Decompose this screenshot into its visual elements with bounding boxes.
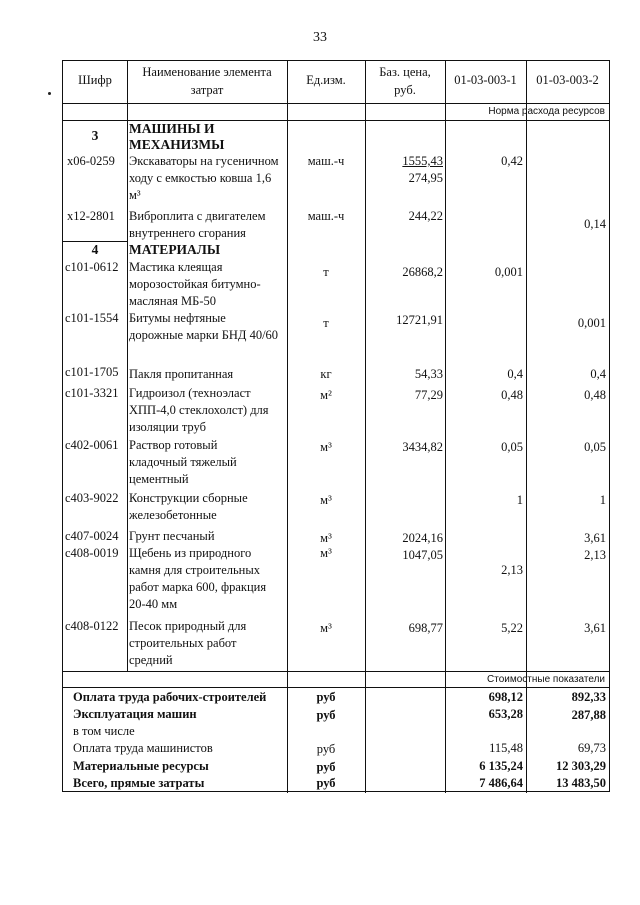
row-divider [63,687,609,688]
summary-value-col2: 12 303,29 [556,759,606,773]
cost-label: Стоимостные показатели [487,674,605,685]
row-value-col2: 0,4 [590,367,606,381]
header-price: Баз. цена, руб. [379,65,431,97]
row-unit: т [323,265,329,279]
row-code: с101-0612 [65,260,119,274]
summary-label: Эксплуатация машин [73,707,197,721]
row-unit: м³ [320,440,332,454]
summary-label: Материальные ресурсы [73,759,209,773]
row-unit: м² [320,388,332,402]
col-divider [445,61,446,793]
summary-unit: руб [316,690,336,704]
summary-value-col2: 69,73 [577,741,606,755]
row-value-col1: 2,13 [501,563,523,577]
col-divider [127,61,128,671]
row-price: 698,77 [408,621,443,635]
summary-value-col1: 653,28 [488,707,523,721]
row-value-col1: 0,42 [501,154,523,168]
row-code: с402-0061 [65,438,119,452]
row-code: с407-0024 [65,529,119,543]
summary-label: Всего, прямые затраты [73,776,205,790]
row-price: 54,33 [414,367,443,381]
row-unit: м³ [320,493,332,507]
row-price: 26868,2 [402,265,443,279]
summary-unit: руб [316,708,336,722]
row-value-col1: 0,001 [494,265,523,279]
summary-label: Оплата труда машинистов [73,741,213,755]
row-code: с408-0019 [65,546,119,560]
col-divider [287,61,288,793]
scan-speck [48,92,51,95]
row-unit: м³ [320,546,332,560]
row-name: Песок природный для строительных работ средний [129,619,247,667]
summary-value-col2: 892,33 [571,690,606,704]
header-col2: 01-03-003-2 [536,73,599,87]
row-name: Мастика клеящая морозостойкая битумно- масляная МБ-50 [129,260,261,308]
row-price: 1047,05 [402,548,443,562]
row-name: Битумы нефтяные дорожные марки БНД 40/60 [129,311,279,342]
row-value-col1: 0,4 [507,367,523,381]
row-code: х12-2801 [67,209,115,223]
section-title: МАТЕРИАЛЫ [129,242,221,257]
summary-label: в том числе [73,724,135,738]
row-code: х06-0259 [67,154,115,168]
header-col1: 01-03-003-1 [454,73,517,87]
header-name: Наименование элемента затрат [142,65,272,97]
row-price: 3434,82 [402,440,443,454]
row-name: Гидроизол (техноэласт ХПП-4,0 стеклохолст) для изоляции труб [129,386,269,434]
row-value-col1: 0,48 [501,388,523,402]
resource-table [62,60,610,792]
row-value-col2: 0,14 [584,217,606,231]
summary-value-col2: 287,88 [571,708,606,722]
row-value-col2: 0,001 [577,316,606,330]
row-value-col2: 2,13 [584,548,606,562]
row-name: Виброплита с двигателем внутреннего сгорания [129,209,266,240]
summary-value-col1: 115,48 [489,741,523,755]
section-number: 3 [91,128,99,143]
row-code: с101-1705 [65,365,119,379]
row-value-col2: 3,61 [584,621,606,635]
row-value-col2: 3,61 [584,531,606,545]
row-unit: маш.-ч [307,209,345,223]
row-code: с408-0122 [65,619,119,633]
row-value-col1: 5,22 [501,621,523,635]
summary-label: Оплата труда рабочих-строителей [73,690,267,704]
section-title: МАШИНЫ И МЕХАНИЗМЫ [129,121,225,152]
row-name: Грунт песчаный [129,529,215,543]
summary-value-col1: 7 486,64 [479,776,523,790]
row-value-col1: 1 [516,493,523,507]
summary-value-col1: 6 135,24 [479,759,523,773]
row-code: с101-3321 [65,386,119,400]
summary-unit: руб [316,742,336,756]
row-unit: м³ [320,531,332,545]
header-code: Шифр [78,73,112,87]
row-name: Экскаваторы на гусеничном ходу с емкостью ковша 1,6 м³ [129,154,279,202]
norm-label: Норма расхода ресурсов [488,106,605,117]
row-value-col2: 0,48 [584,388,606,402]
section-number: 4 [91,242,99,257]
row-name: Щебень из природного камня для строительных работ марка 600, фракция 20-40 мм [129,546,267,611]
row-name: Раствор готовый кладочный тяжелый цементный [129,438,237,486]
row-unit: т [323,316,329,330]
row-unit: м³ [320,621,332,635]
header-unit: Ед.изм. [306,73,346,87]
row-value-col2: 1 [599,493,606,507]
row-price: 244,22 [408,209,443,223]
row-divider [63,671,609,672]
row-name: Пакля пропитанная [129,367,234,381]
summary-unit: руб [316,776,336,790]
row-price: 1555,43 [402,154,443,168]
row-price: 77,29 [414,388,443,402]
row-price: 2024,16 [402,531,443,545]
row-code: с403-9022 [65,491,119,505]
summary-value-col2: 13 483,50 [556,776,606,790]
page-number: 33 [313,30,327,45]
row-unit: маш.-ч [307,154,345,168]
row-price-secondary: 274,95 [408,171,443,185]
row-price: 12721,91 [396,313,443,327]
row-name: Конструкции сборные железобетонные [129,491,248,522]
row-code: с101-1554 [65,311,119,325]
row-value-col2: 0,05 [584,440,606,454]
summary-value-col1: 698,12 [488,690,523,704]
row-divider [63,103,609,104]
row-value-col1: 0,05 [501,440,523,454]
summary-unit: руб [316,760,336,774]
row-unit: кг [320,367,332,381]
